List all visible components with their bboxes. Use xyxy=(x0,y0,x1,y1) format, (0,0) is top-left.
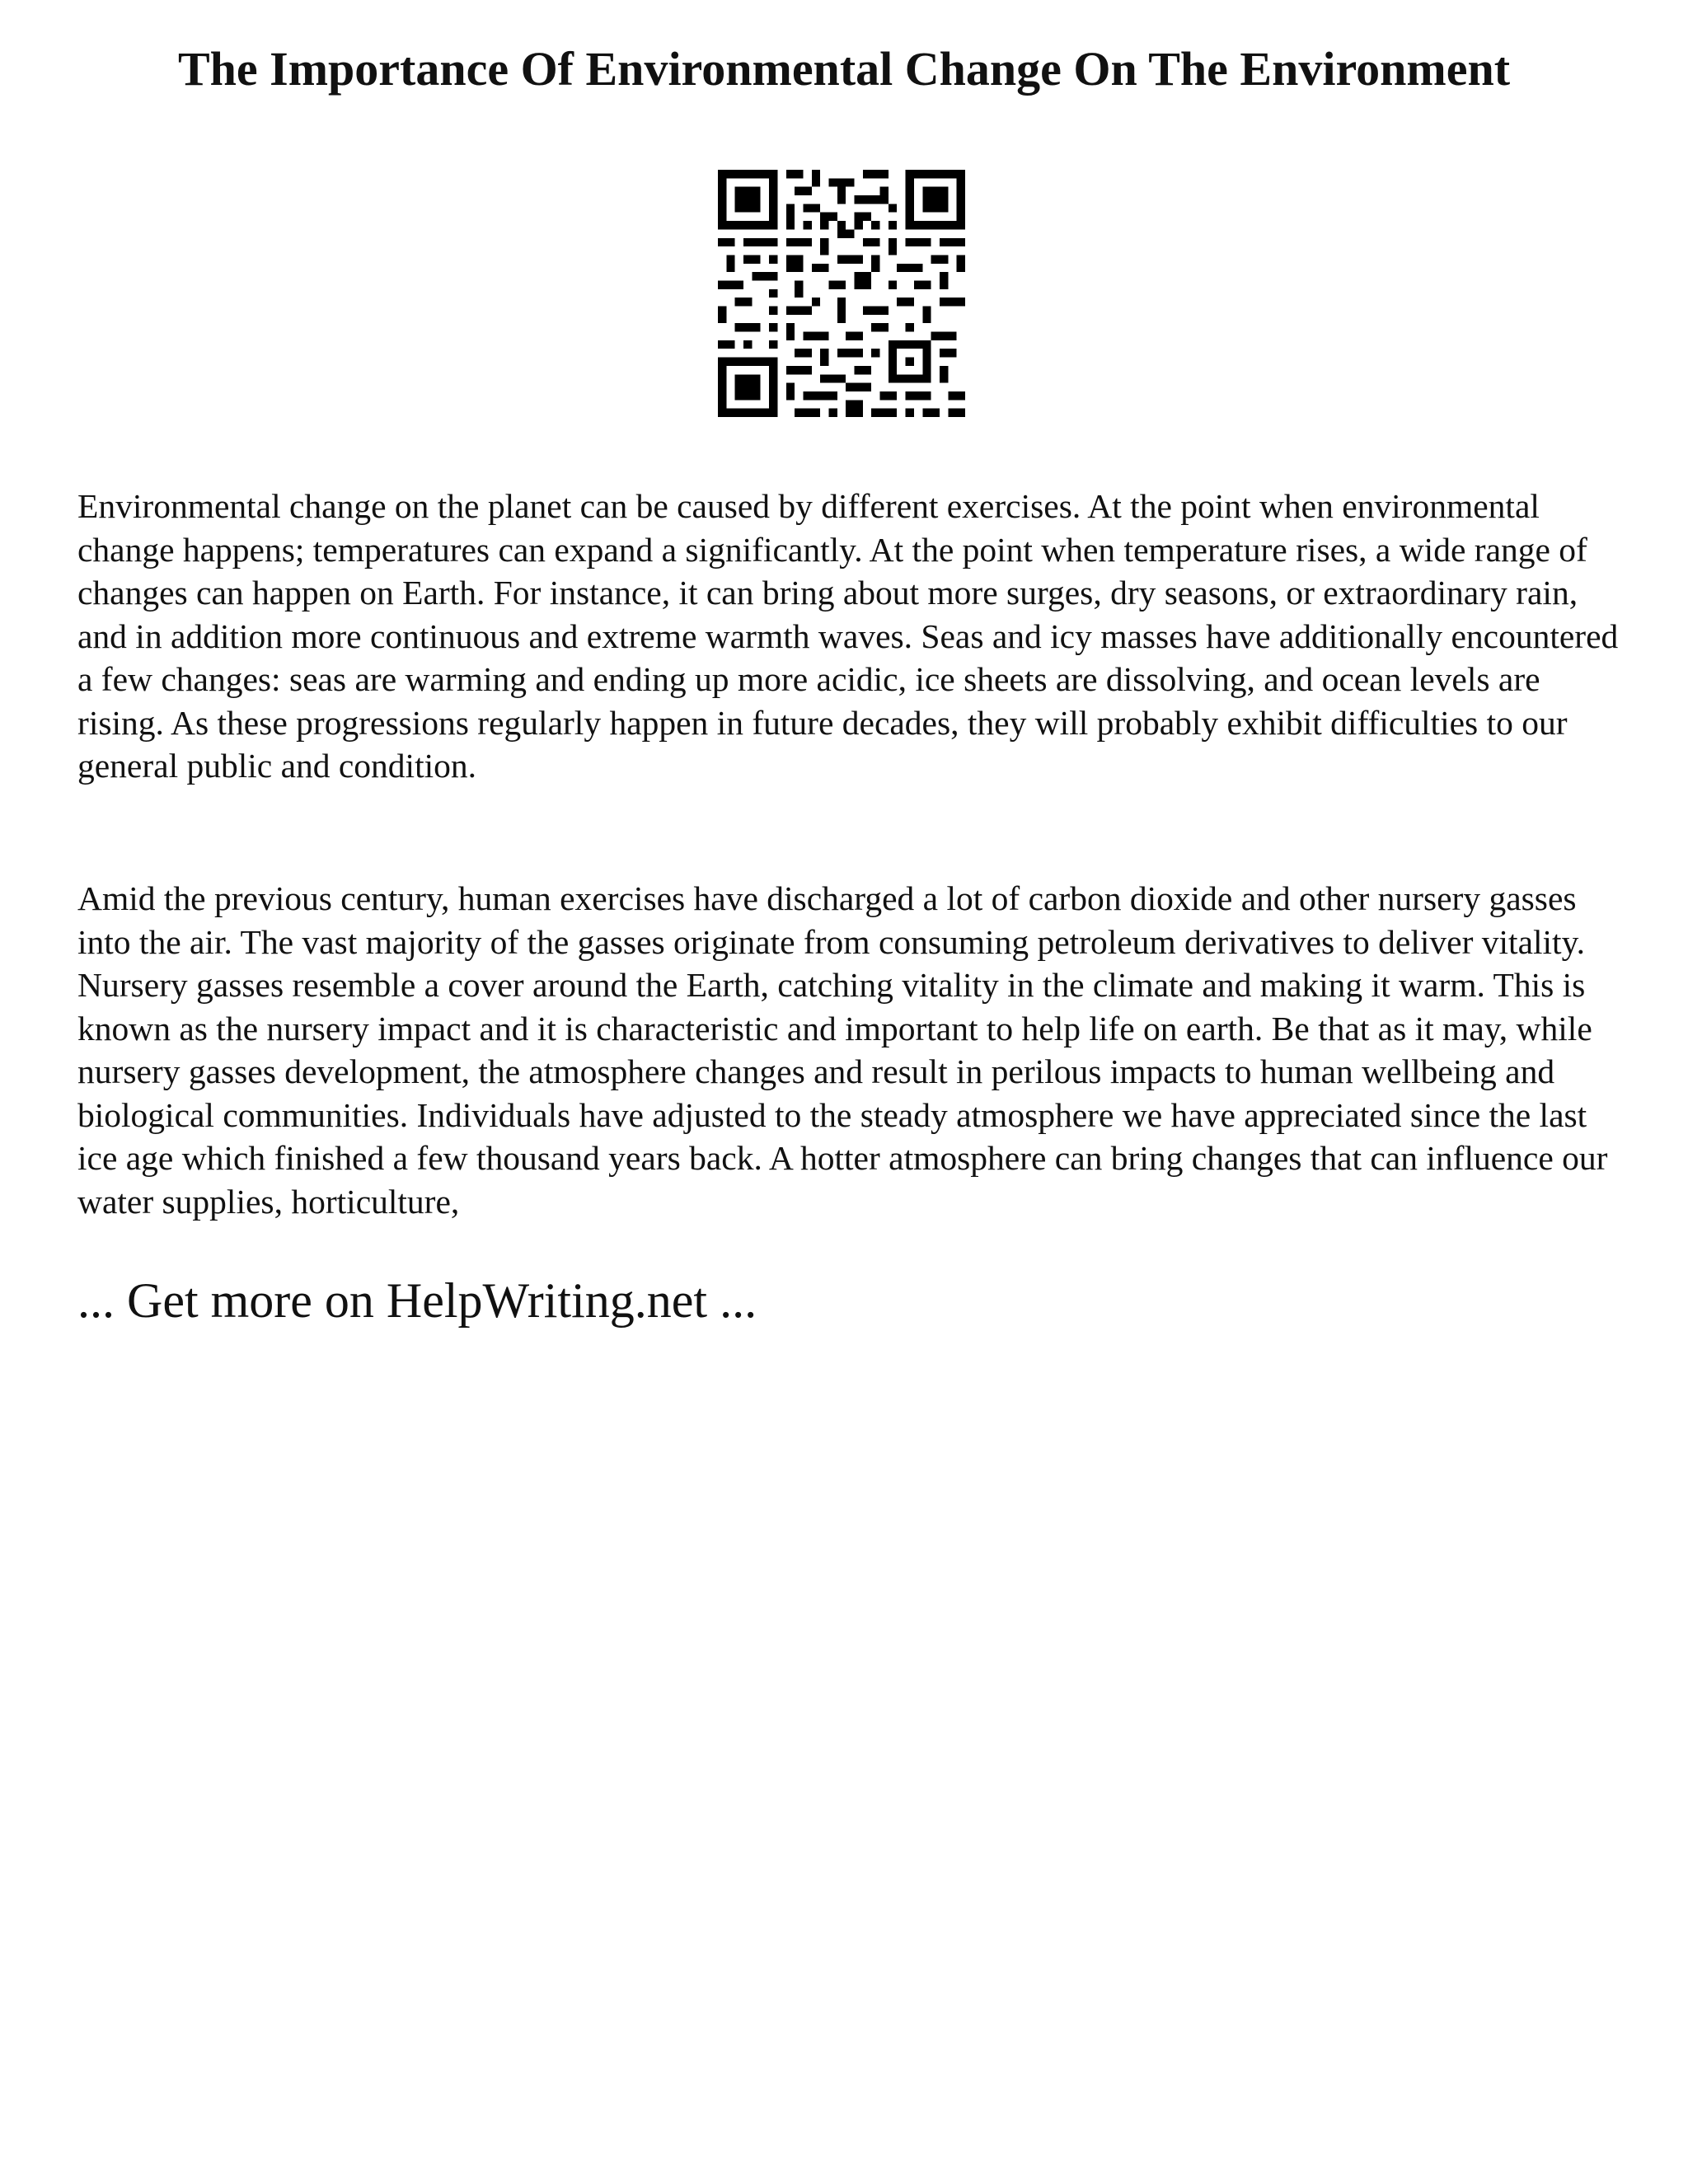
qr-code-icon[interactable] xyxy=(718,170,965,417)
get-more-link[interactable]: ... Get more on HelpWriting.net ... xyxy=(77,1273,757,1328)
document-title: The Importance Of Environmental Change On The Environment xyxy=(177,42,1511,96)
paragraph-1: Environmental change on the planet can be caused by different exercises. At the point when environmental change happens; temperatures can expand a significantly. At the point when temperature rises, a wide range of changes can happen on Earth. For instance, it can bring about more surges, dry seasons, or extraordinary rain, and in addition more continuous and extreme warmth waves. Seas and icy masses have additionally encountered a few changes: seas are warming and ending up more acidic, ice sheets are dissolving, and ocean levels are rising. As these progressions regularly happen in future decades, they will probably exhibit difficulties to our general public and condition. xyxy=(77,487,1619,785)
paragraph-2: Amid the previous century, human exercises have discharged a lot of carbon dioxide and other nursery gasses into the air. The vast majority of the gasses originate from consuming petroleum derivatives to deliver vitality. Nursery gasses resemble a cover around the Earth, catching vitality in the climate and making it warm. This is known as the nursery impact and it is characteristic and important to help life on earth. Be that as it may, while nursery gasses development, the atmosphere changes and result in perilous impacts to human wellbeing and biological communities. Individuals have adjusted to the steady atmosphere we have appreciated since the last ice age which finished a few thousand years back. A hotter atmosphere can bring changes that can influence our water supplies, horticulture, xyxy=(77,879,1608,1221)
